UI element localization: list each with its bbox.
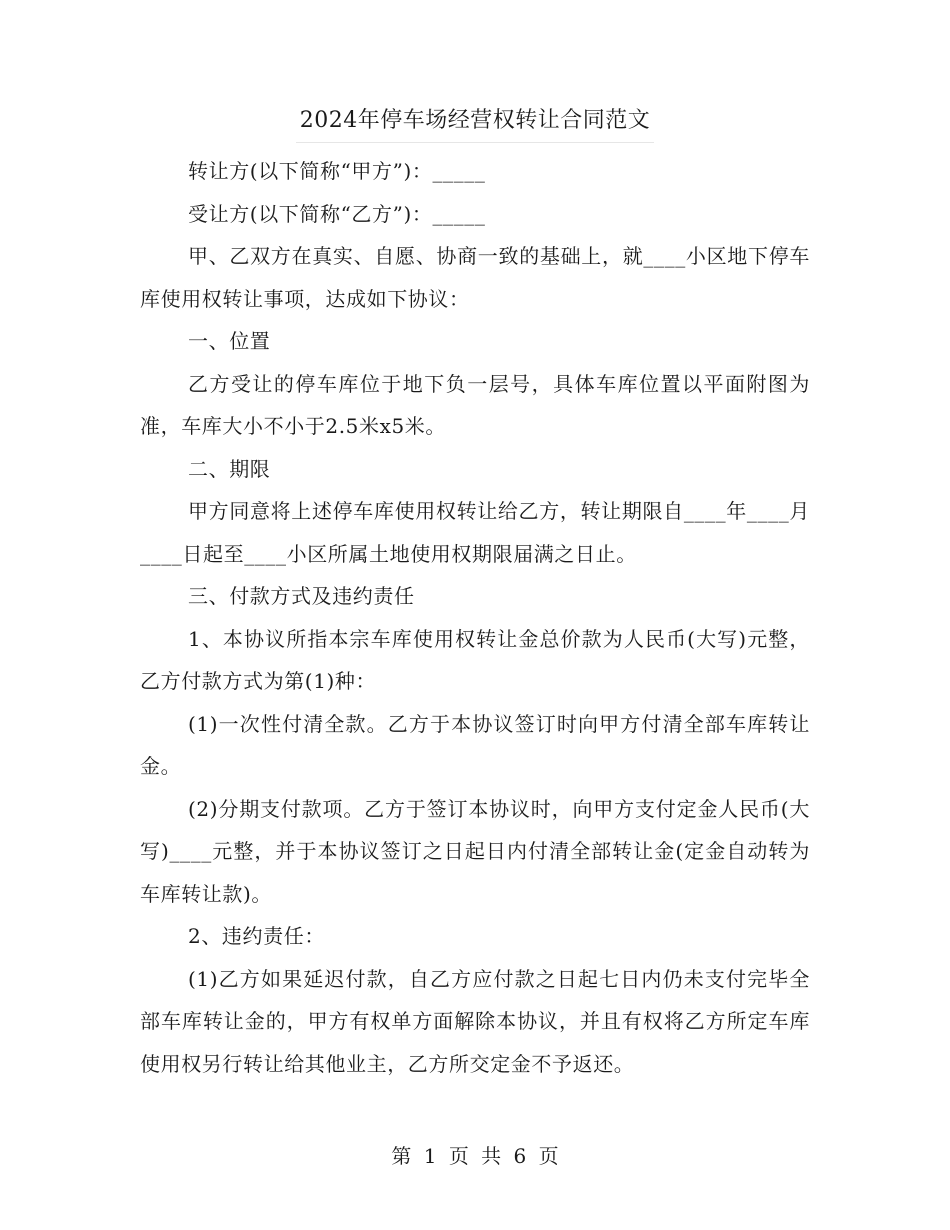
footer-label-ye: 页 [448,1144,469,1168]
section-heading-location: 一、位置 [188,329,271,353]
subheading-liability: 2、违约责任： [188,924,325,948]
paragraph-payment-option-1: (1)一次性付清全款。乙方于本协议签订时向甲方付清全部车库转让金。 [140,711,810,778]
paragraph-transferee: 受让方(以下简称“乙方”)：_____ [188,201,486,226]
section-heading-term: 二、期限 [188,456,271,481]
page-number-current: 1 [423,1144,437,1168]
paragraph-payment-total: 1、本协议所指本宗车库使用权转让金总价款为人民币(大写)元整，乙方付款方式为第(1)种： [140,626,810,693]
title-container [0,100,950,143]
paragraph-payment-option-2: (2)分期支付款项。乙方于签订本协议时，向甲方支付定金人民币(大写)____元整，并于本协议签订之日起日内付清全部转让金(定金自动转为车库转让款)。 [140,796,810,906]
paragraph-location: 乙方受让的停车库位于地下负一层号，具体车库位置以平面附图为准，车库大小不小于2.5米x5米。 [140,371,810,438]
paragraph-preamble: 甲、乙双方在真实、自愿、协商一致的基础上，就____小区地下停车库使用权转让事项，达成如下协议： [140,244,810,311]
paragraph-transferor: 转让方(以下简称“甲方”)：_____ [188,159,486,183]
page-footer [0,1140,950,1172]
document-body [140,150,810,1085]
footer-label-gong: 共 [481,1144,502,1168]
footer-label-di: 第 [391,1144,412,1168]
paragraph-liability-1: (1)乙方如果延迟付款，自乙方应付款之日起七日内仍未支付完毕全部车库转让金的，甲方有权单方面解除本协议，并且有权将乙方所定车库使用权另行转让给其他业主，乙方所交定金不予返还。 [140,966,810,1076]
section-heading-payment: 三、付款方式及违约责任 [188,584,415,608]
document-title: 2024年停车场经营权转让合同范文 [296,100,655,143]
page-number-total: 6 [513,1144,527,1168]
footer-label-ye-2: 页 [538,1144,559,1168]
paragraph-term: 甲方同意将上述停车库使用权转让给乙方，转让期限自____年____月____日起至____小区所属土地使用权期限届满之日止。 [140,499,810,566]
